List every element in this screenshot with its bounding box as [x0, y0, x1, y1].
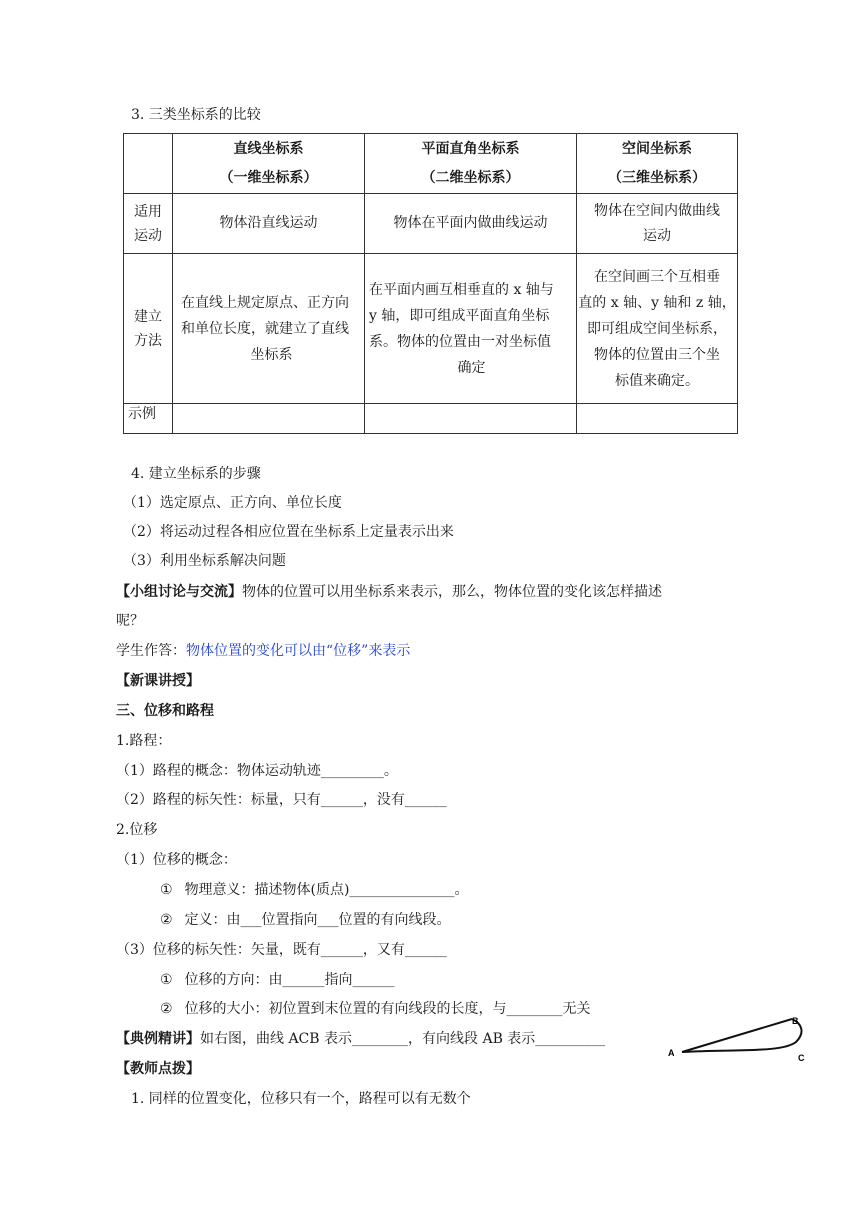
teacher-tag: 【教师点拨】	[116, 1061, 200, 1077]
path-scalar: （2）路程的标矢性：标量，只有______，没有______	[116, 792, 447, 808]
displacement-concept: （1）位移的概念：	[116, 852, 237, 868]
path-title: 1.路程：	[116, 733, 172, 749]
row-label-example: 示例	[124, 404, 173, 434]
step-item: （3）利用坐标系解决问题	[123, 553, 286, 569]
teacher-tip-1: 1. 同样的位置变化，位移只有一个，路程可以有无数个	[131, 1091, 471, 1107]
section-3-title: 3. 三类坐标系的比较	[131, 107, 261, 123]
coordinate-comparison-table	[123, 133, 738, 434]
discussion-paragraph	[116, 582, 662, 602]
example-tag: 【典例精讲】	[116, 1031, 200, 1047]
cell-2d-method: 在平面内画互相垂直的 x 轴与 y 轴，即可组成平面直角坐标 系。物体的位置由一对坐标值 确定	[365, 254, 577, 404]
displacement-meaning: ① 物理意义：描述物体(质点)_______________。	[160, 882, 469, 898]
header-3d: 空间坐标系 （三维坐标系）	[577, 134, 738, 194]
example-text: 如右图，曲线 ACB 表示________，有向线段 AB 表示__________	[200, 1031, 606, 1047]
header-2d: 平面直角坐标系 （二维坐标系）	[365, 134, 577, 194]
label-a: A	[668, 1048, 675, 1058]
step-item: （2）将运动过程各相应位置在坐标系上定量表示出来	[123, 524, 454, 540]
cell-1d-method: 在直线上规定原点、正方向 和单位长度，就建立了直线 坐标系	[173, 254, 365, 404]
table-row	[124, 254, 738, 404]
row-label-method: 建立 方法	[124, 254, 173, 404]
section-heading: 三、位移和路程	[116, 703, 214, 719]
table-row	[124, 194, 738, 254]
student-answer	[116, 641, 410, 661]
section-4-title: 4. 建立坐标系的步骤	[131, 466, 261, 482]
example-paragraph	[116, 1029, 605, 1049]
table-row	[124, 404, 738, 434]
discussion-text-cont: 呢？	[116, 613, 144, 629]
segment-ab	[682, 1019, 792, 1052]
displacement-direction: ① 位移的方向：由______指向______	[160, 972, 395, 988]
table-header-row	[124, 134, 738, 194]
cell-3d-example	[577, 404, 738, 434]
table-corner-cell	[124, 134, 173, 194]
step-item: （1）选定原点、正方向、单位长度	[123, 495, 342, 511]
new-lesson-tag: 【新课讲授】	[116, 673, 200, 689]
cell-3d-method: 在空间画三个互相垂 直的 x 轴、y 轴和 z 轴， 即可组成空间坐标系， 物体的位置由三个坐 标值来确定。	[577, 254, 738, 404]
cell-2d-example	[365, 404, 577, 434]
displacement-magnitude: ② 位移的大小：初位置到末位置的有向线段的长度，与________无关	[160, 1001, 591, 1017]
cell-1d-example	[173, 404, 365, 434]
acb-curve-figure	[664, 1015, 814, 1075]
displacement-title: 2.位移	[116, 822, 158, 838]
path-concept: （1）路程的概念：物体运动轨迹_________。	[116, 763, 398, 779]
label-b: B	[792, 1016, 799, 1026]
displacement-vector: （3）位移的标矢性：矢量，既有______，又有______	[116, 942, 447, 958]
answer-label: 学生作答：	[116, 643, 186, 659]
cell-3d-motion: 物体在空间内做曲线 运动	[577, 194, 738, 254]
cell-1d-motion: 物体沿直线运动	[173, 194, 365, 254]
cell-2d-motion: 物体在平面内做曲线运动	[365, 194, 577, 254]
label-c: C	[798, 1053, 805, 1063]
discussion-text: 物体的位置可以用坐标系来表示，那么，物体位置的变化该怎样描述	[242, 584, 662, 600]
row-label-motion: 适用 运动	[124, 194, 173, 254]
answer-text: 物体位置的变化可以由“位移”来表示	[186, 643, 411, 659]
header-1d: 直线坐标系 （一维坐标系）	[173, 134, 365, 194]
displacement-definition: ② 定义：由___位置指向___位置的有向线段。	[160, 912, 451, 928]
discussion-tag: 【小组讨论与交流】	[116, 584, 242, 600]
